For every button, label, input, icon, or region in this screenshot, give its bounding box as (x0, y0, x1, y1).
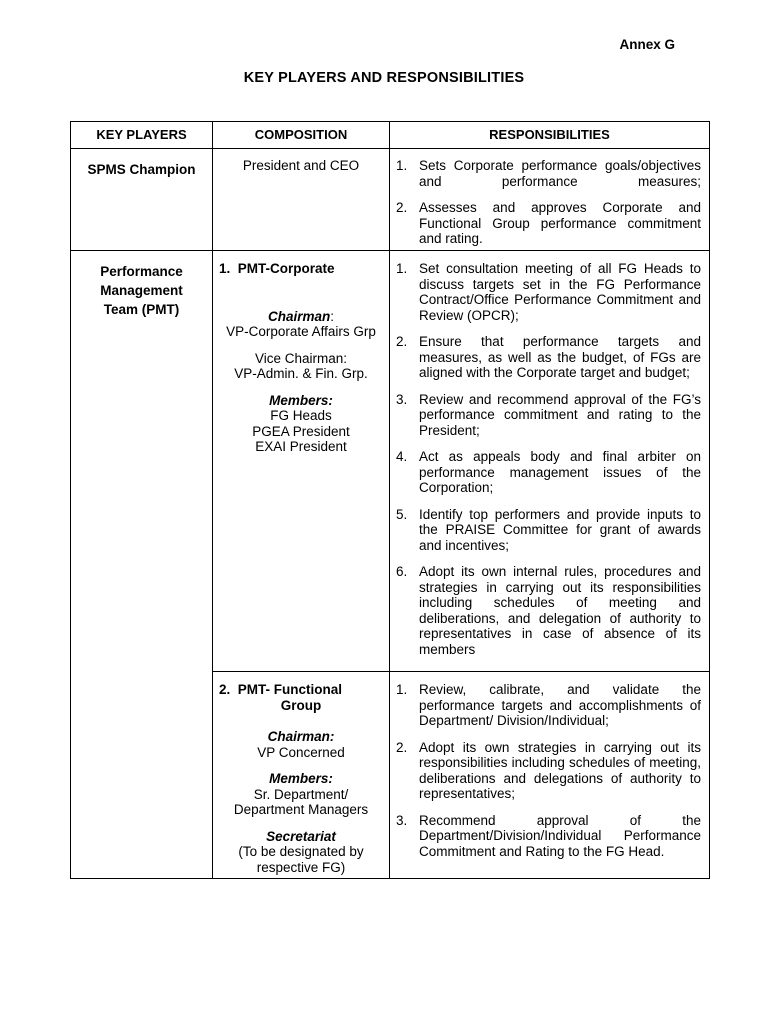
list-item: 3. Recommend approval of the Department/Division/Individual Performance Commitment and Rating to the FG Head. (396, 812, 701, 859)
list-item: 1. Sets Corporate performance goals/objectives and performance measures; (396, 158, 701, 189)
secretariat-value: respective FG) (256, 859, 346, 875)
list-item: 2. Ensure that performance targets and measures, as well as the budget, of FGs are aligned with the Corporate target and budget; (396, 334, 701, 380)
table-header-row (71, 122, 710, 149)
member-item: Sr. Department/ (253, 786, 349, 802)
responsibilities-champion (390, 149, 710, 251)
responsibility-list (390, 682, 709, 859)
responsibilities-pmt-corporate (390, 251, 710, 672)
header-composition: COMPOSITION (213, 122, 390, 149)
member-item: EXAI President (255, 439, 347, 454)
secretariat-label: Secretariat (266, 828, 336, 844)
secretariat-value: (To be designated by (238, 844, 364, 859)
annex-label: Annex G (619, 37, 675, 52)
chairman-label: Chairman: (267, 308, 335, 324)
key-player-pmt (71, 251, 213, 879)
pmt-functional-heading-line2: Group (280, 697, 322, 713)
responsibility-list (390, 261, 709, 657)
chairman-value: VP-Corporate Affairs Grp (226, 324, 376, 339)
header-key-players: KEY PLAYERS (71, 122, 213, 149)
list-item: 4. Act as appeals body and final arbiter on performance management issues of the Corporation; (396, 449, 701, 495)
vice-chairman-value: VP-Admin. & Fin. Grp. (234, 366, 368, 381)
chairman-value: VP Concerned (257, 744, 345, 760)
header-responsibilities: RESPONSIBILITIES (390, 122, 710, 149)
members-label: Members: (269, 771, 333, 786)
page-title: KEY PLAYERS AND RESPONSIBILITIES (243, 70, 525, 86)
key-player-label: SPMS Champion (87, 162, 196, 177)
chairman-label: Chairman: (267, 729, 335, 744)
responsibilities-pmt-functional (390, 672, 710, 879)
key-player-label: Performance (100, 264, 183, 279)
composition-text: President and CEO (242, 158, 360, 173)
responsibility-list (390, 158, 709, 247)
list-item: 2. Assesses and approves Corporate and Functional Group performance commitment and rating. (396, 200, 701, 246)
member-item: PGEA President (252, 423, 350, 439)
key-player-champion (71, 149, 213, 251)
table-row (71, 251, 710, 672)
composition-pmt-functional (213, 672, 390, 879)
list-item: 1. Review, calibrate, and validate the performance targets and accomplishments of Department/ Division/Individual; (396, 682, 701, 728)
list-item: 5. Identify top performers and provide inputs to the PRAISE Committee for grant of awards and incentives; (396, 506, 701, 553)
members-label: Members: (269, 392, 333, 408)
composition-champion (213, 149, 390, 251)
vice-chairman-label: Vice Chairman: (254, 350, 348, 366)
list-item: 3. Review and recommend approval of the FG’s performance commitment and rating to the President; (396, 391, 701, 438)
key-player-label: Management (100, 283, 183, 298)
pmt-corporate-heading: 1. PMT-Corporate (219, 261, 335, 276)
composition-pmt-corporate (213, 251, 390, 672)
key-players-table (70, 121, 710, 879)
pmt-functional-heading: 2. PMT- Functional (219, 682, 343, 697)
list-item: 6. Adopt its own internal rules, procedures and strategies in carrying out its responsibilities including schedules of meeting and deliberations, and delegation of authority to representatives in case of absence of its members (396, 564, 701, 657)
member-item: FG Heads (270, 408, 332, 423)
list-item: 1. Set consultation meeting of all FG Heads to discuss targets set in the FG Performance Contract/Office Performance Commitment and Review (OPCR); (396, 261, 701, 323)
member-item: Department Managers (233, 802, 369, 817)
list-item: 2. Adopt its own strategies in carrying out its responsibilities including schedules of meeting, deliberations and delegations of authority to representatives; (396, 739, 701, 801)
table-row (71, 149, 710, 251)
key-player-label: Team (PMT) (103, 302, 180, 317)
